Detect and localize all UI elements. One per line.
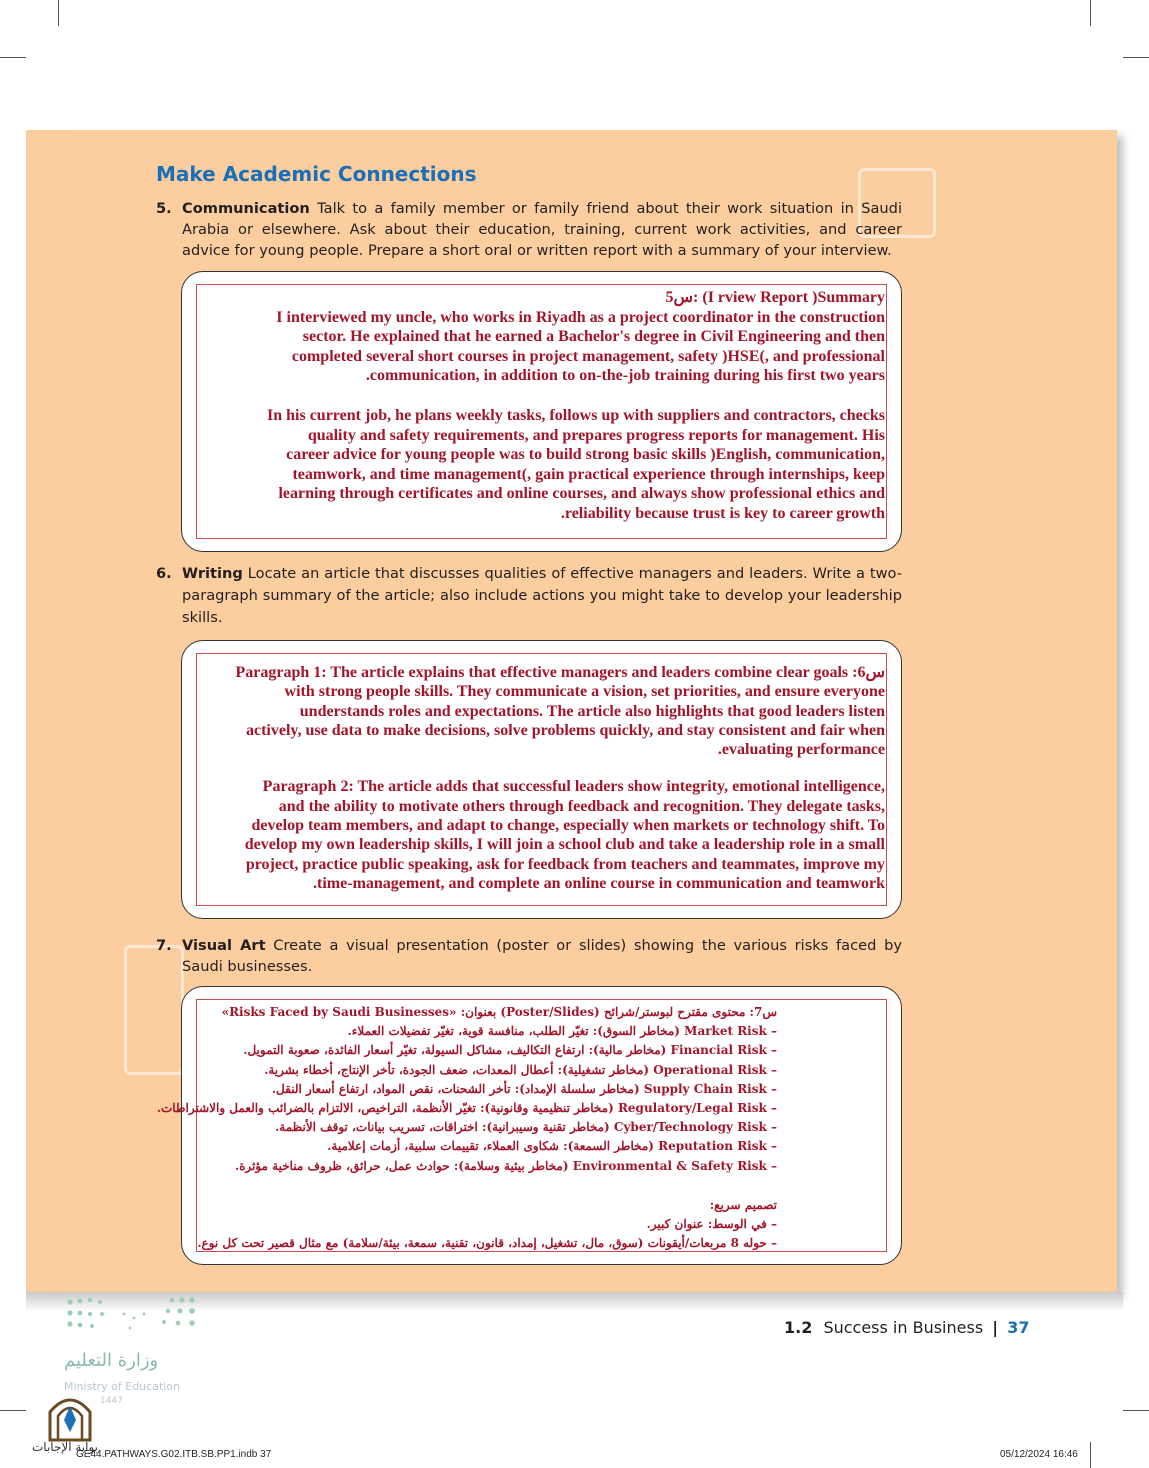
activity-item-6 (156, 563, 902, 629)
answer-line: In his current job, he plans weekly tasks, follows up with suppliers and contractors, checks (267, 406, 885, 424)
item-lead: Visual Art (182, 937, 266, 954)
risk-line: – Operational Risk (مخاطر تشغيلية): أعطال المعدات، ضعف الجودة، تأخر الإنتاج، أخطاء بشرية. (264, 1062, 777, 1077)
answer-7-text (117, 1003, 777, 1253)
answer-line: sector. He explained that he earned a Bachelor's degree in Civil Engineering and then (302, 328, 885, 346)
item-number: 7. (156, 937, 172, 954)
answer-line: Paragraph 1: The article explains that effective managers and leaders combine clear goals :6س (235, 664, 885, 681)
answer-line: س7: محتوى مقترح لبوستر/شرائح (Poster/Slides) بعنوان: «Risks Faced by Saudi Businesses» (221, 1005, 777, 1019)
answer-line: .evaluating performance (717, 741, 885, 759)
print-slug-date: 05/12/2024 16:46 (1000, 1449, 1078, 1460)
item-text (182, 198, 902, 261)
answer-line: I interviewed my uncle, who works in Riyadh as a project coordinator in the construction (276, 308, 885, 326)
item-number: 5. (156, 200, 172, 217)
answer-line: learning through certificates and online courses, and always show professional ethics and (278, 485, 885, 503)
risk-line: – Reputation Risk (مخاطر السمعة): شكاوى العملاء، تقييمات سلبية، أزمات إعلامية. (327, 1139, 777, 1154)
section-heading: Make Academic Connections (156, 162, 477, 186)
answer-line: career advice for young people was to build strong basic skills )English, communication, (286, 446, 885, 464)
answer-line: and the ability to motivate others through feedback and recognition. They delegate tasks, (278, 797, 885, 815)
portal-logo-icon (44, 1390, 96, 1442)
item-body: Locate an article that discusses qualities of effective managers and leaders. Write a two-paragraph summary of the article; also include actions you might take to develop your leadership skills. (182, 565, 902, 626)
crop-mark (1090, 0, 1091, 26)
answer-line: .time-management, and complete an online course in communication and teamwork (313, 874, 885, 892)
item-body: Create a visual presentation (poster or slides) showing the various risks faced by Saudi businesses. (182, 937, 902, 975)
crop-mark (1123, 57, 1149, 58)
answer-line: .reliability because trust is key to career growth (560, 504, 885, 522)
risk-line: – Environmental & Safety Risk (مخاطر بيئية وسلامة): حوادث عمل، حرائق، ظروف مناخية مؤثرة. (234, 1158, 777, 1173)
answer-line: develop team members, and adapt to change, especially when markets or technology shift. To (251, 817, 885, 835)
activity-item-7 (156, 935, 902, 977)
answer-box-6[interactable] (181, 640, 902, 919)
answer-line: quality and safety requirements, and prepares progress reports for management. His (307, 426, 885, 444)
answer-line: س5: (I rview Report )Summary (665, 289, 885, 306)
page-number: 37 (1007, 1318, 1030, 1337)
crop-mark (1090, 1442, 1091, 1468)
risk-line: – Cyber/Technology Risk (مخاطر تقنية وسيبرانية): اختراقات، تسريب بيانات، توقف الأنظمة. (275, 1120, 777, 1135)
risk-line: – Regulatory/Legal Risk (مخاطر تنظيمية وقانونية): تغيّر الأنظمة، التراخيص، الالتزام بالضرائب والعمل والاشتراطات. (156, 1101, 777, 1116)
risk-line: – Market Risk (مخاطر السوق): تغيّر الطلب، منافسة قوية، تغيّر تفضيلات العملاء. (347, 1024, 777, 1039)
activity-item-5 (156, 198, 902, 261)
item-body: Talk to a family member or family friend about their work situation in Saudi Arabia or elsewhere. Ask about their education, training, current work activities, and career advice for young people. Prepare a short oral or written report with a summary of your interview. (182, 200, 902, 259)
crop-mark (58, 0, 59, 26)
answer-box-5[interactable] (181, 271, 902, 552)
print-slug-file: GE44.PATHWAYS.G02.ITB.SB.PP1.indb 37 (76, 1449, 272, 1460)
ministry-name-english: Ministry of Education (64, 1380, 181, 1393)
risk-line: – Supply Chain Risk (مخاطر سلسلة الإمداد): تأخر الشحنات، نقص المواد، ارتفاع أسعار النقل. (271, 1081, 777, 1096)
answer-line: completed several short courses in project management, safety )HSE(, and professional (291, 347, 885, 365)
crop-mark (0, 57, 26, 58)
design-title: تصميم سريع: (709, 1197, 777, 1212)
answer-line: actively, use data to make decisions, solve problems quickly, and stay consistent and fair when (245, 721, 885, 739)
footer-divider: | (992, 1318, 999, 1337)
answer-5-text (196, 288, 885, 524)
section-number: 1.2 (784, 1318, 813, 1337)
design-line: – في الوسط: عنوان كبير. (646, 1217, 777, 1232)
answer-6-text (196, 663, 885, 893)
portal-name: بوابة الإجابات (32, 1440, 99, 1454)
answer-box-7[interactable] (156, 986, 902, 1265)
item-number: 6. (156, 565, 172, 582)
answer-line: with strong people skills. They communicate a vision, set priorities, and ensure everyone (284, 683, 885, 701)
design-line: – حوله 8 مربعات/أيقونات (سوق، مال، تشغيل، إمداد، قانون، تقنية، سمعة، بيئة/سلامة) مع مثال قصير تحت كل نوع. (197, 1236, 777, 1251)
ministry-logo-dots-icon (64, 1294, 200, 1338)
answer-line: develop my own leadership skills, I will join a school club and take a leadership role in a small (244, 836, 885, 854)
ministry-name-arabic: وزارة التعليم (64, 1350, 159, 1371)
ministry-year: 1447 (100, 1396, 123, 1406)
section-title: Success in Business (823, 1318, 984, 1337)
risk-line: – Financial Risk (مخاطر مالية): ارتفاع التكاليف، مشاكل السيولة، تغيّر أسعار الفائدة، صعوبة التمويل. (243, 1043, 777, 1058)
item-lead: Writing (182, 565, 243, 582)
answer-line: Paragraph 2: The article adds that successful leaders show integrity, emotional intelligence, (262, 778, 885, 796)
answer-line: .communication, in addition to on-the-job training during his first two years (365, 367, 885, 385)
page-footer (784, 1318, 1029, 1337)
answer-line: understands roles and expectations. The article also highlights that good leaders listen (299, 702, 885, 720)
crop-mark (0, 1410, 26, 1411)
item-lead: Communication (182, 200, 310, 217)
answer-line: project, practice public speaking, ask for feedback from teachers and teammates, improve my (245, 855, 885, 873)
item-text (182, 563, 902, 629)
item-text (182, 935, 902, 977)
answer-line: teamwork, and time management(, gain practical experience through internships, keep (292, 465, 885, 483)
crop-mark (1123, 1410, 1149, 1411)
